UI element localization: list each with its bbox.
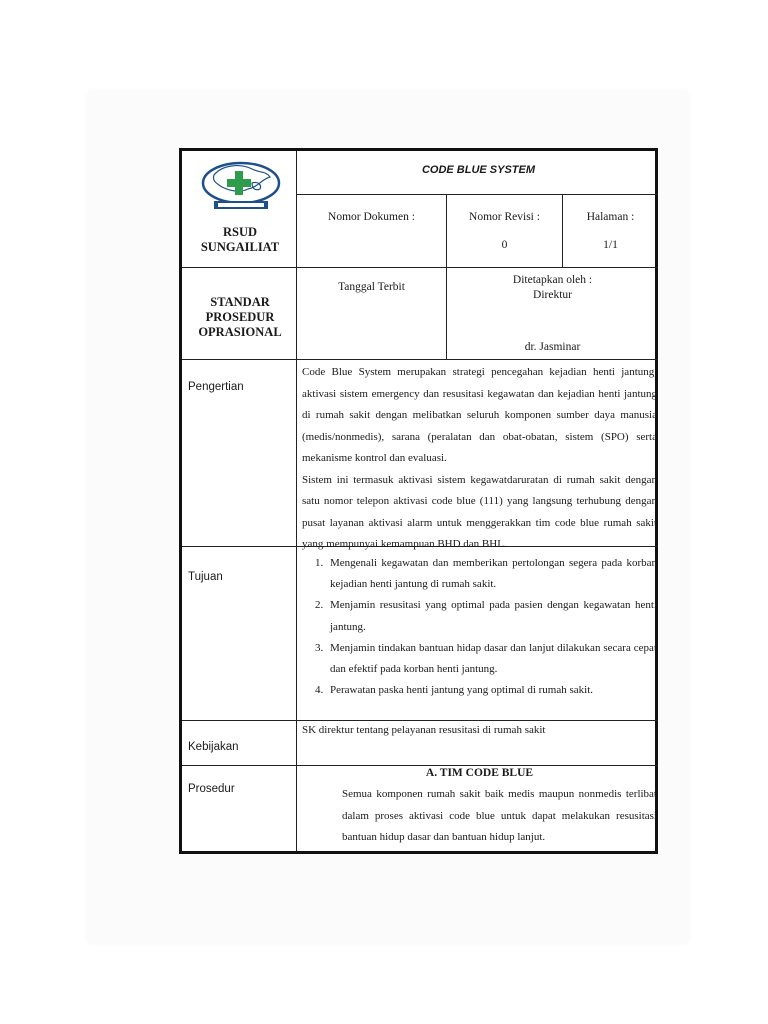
pengertian-label: Pengertian (188, 381, 244, 393)
document-type: STANDAR PROSEDUR OPRASIONAL (198, 295, 282, 339)
prosedur-heading: A. TIM CODE BLUE (425, 767, 534, 779)
sop-document (179, 148, 658, 854)
ditetapkan-label: Ditetapkan oleh : (512, 274, 593, 286)
nomor-dokumen-label: Nomor Dokumen : (328, 211, 415, 223)
tujuan-label: Tujuan (188, 571, 223, 583)
list-item: 1. Mengenali kegawatan dan memberikan pertolongan segera pada korban kejadian henti jantung di rumah sakit. (326, 553, 657, 595)
tujuan-list (302, 553, 657, 701)
ditetapkan-name: dr. Jasminar (524, 341, 581, 353)
nomor-revisi-label: Nomor Revisi : (469, 211, 540, 223)
halaman-label: Halaman : (586, 211, 635, 223)
nomor-revisi-value: 0 (501, 239, 508, 251)
hospital-logo (200, 157, 282, 215)
tanggal-terbit-label: Tanggal Terbit (338, 281, 405, 293)
list-item: 4. Perawatan paska henti jantung yang optimal di rumah sakit. (326, 680, 657, 701)
document-title: CODE BLUE SYSTEM (421, 164, 536, 176)
list-item: 2. Menjamin resusitasi yang optimal pada pasien dengan kegawatan henti jantung. (326, 595, 657, 637)
prosedur-label: Prosedur (188, 783, 235, 795)
prosedur-text: Semua komponen rumah sakit baik medis maupun nonmedis terlibat dalam proses aktivasi code blue untuk dapat melakukan resusitasi bantuan hidup dasar dan bantuan hidup lanjut. (342, 788, 657, 843)
ditetapkan-role: Direktur (533, 289, 572, 301)
list-item: 3. Menjamin tindakan bantuan hidap dasar dan lanjut dilakukan secara cepat dan efektif pada korban henti jantung. (326, 638, 657, 680)
pengertian-text: Code Blue System merupakan strategi pencegahan kejadian henti jantung, aktivasi sistem emergency dan resusitasi kegawatan dan kejadian henti jantung di rumah sakit dengan melibatkan seluruh komponen sumber daya manusia (medis/nonmedis), sarana (peralatan dan obat-obatan, sistem (SPO) serta mekanisme kontrol dan evaluasi. Sistem ini termasuk aktivasi sistem kegawatdaruratan di rumah sakit dengan satu nomor telepon aktivasi code blue (111) yang langsung terhubung dengan pusat layanan aktivasi alarm untuk menggerakkan tim code blue rumah sakit yang mempunyai kemampuan BHD dan BHL. (302, 366, 657, 550)
kebijakan-label: Kebijakan (188, 741, 239, 753)
kebijakan-text: SK direktur tentang pelayanan resusitasi di rumah sakit (302, 724, 546, 736)
hospital-name: RSUD SUNGAILIAT (200, 225, 280, 254)
halaman-value: 1/1 (603, 239, 618, 251)
